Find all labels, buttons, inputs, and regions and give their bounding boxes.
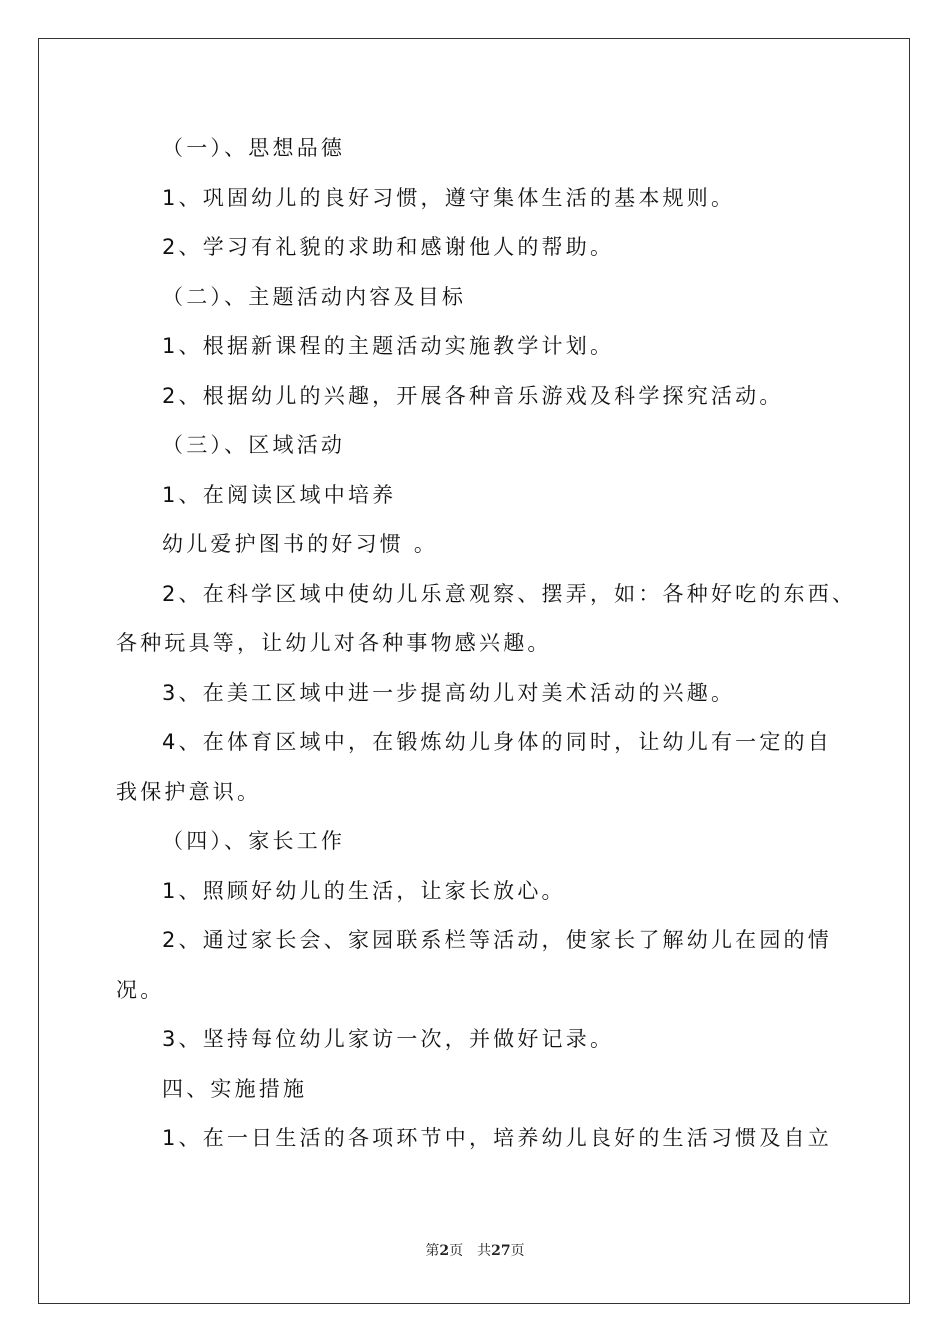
paragraph-line: 3、坚持每位幼儿家访一次，并做好记录。 <box>162 1027 615 1051</box>
paragraph-line: 1、根据新课程的主题活动实施教学计划。 <box>162 334 615 358</box>
paragraph-line: 幼儿爱护图书的好习惯 。 <box>162 532 439 556</box>
section-heading-parents: （四）、家长工作 <box>162 829 346 853</box>
paragraph-line: 况。 <box>116 977 165 1002</box>
paragraph-line: 各种玩具等，让幼儿对各种事物感兴趣。 <box>116 631 552 655</box>
paragraph-line: 1、在一日生活的各项环节中，培养幼儿良好的生活习惯及自立 <box>162 1126 832 1150</box>
footer-suffix: 页 <box>510 1243 525 1259</box>
footer-prefix: 第 <box>425 1243 440 1259</box>
footer-total-pages: 27 <box>491 1243 511 1259</box>
section-heading-theme: （二）、主题活动内容及目标 <box>162 284 467 309</box>
paragraph-line: 3、在美工区域中进一步提高幼儿对美术活动的兴趣。 <box>162 680 736 705</box>
section-heading-measures: 四、实施措施 <box>162 1076 308 1101</box>
page-footer <box>0 1240 950 1260</box>
paragraph-line: 2、根据幼儿的兴趣，开展各种音乐游戏及科学探究活动。 <box>162 383 784 408</box>
paragraph-line: 1、照顾好幼儿的生活，让家长放心。 <box>162 878 566 903</box>
paragraph-line: 2、学习有礼貌的求助和感谢他人的帮助。 <box>162 235 615 259</box>
section-heading-moral: （一）、思想品德 <box>162 136 346 160</box>
paragraph-line: 我保护意识。 <box>116 779 262 804</box>
paragraph-line: 4、在体育区域中，在锻炼幼儿身体的同时，让幼儿有一定的自 <box>162 730 832 754</box>
section-heading-area: （三）、区域活动 <box>162 433 346 457</box>
footer-mid: 页 共 <box>449 1243 492 1259</box>
paragraph-line: 2、在科学区域中使幼儿乐意观察、摆弄，如：各种好吃的东西、 <box>162 581 857 606</box>
paragraph-line: 1、在阅读区域中培养 <box>162 482 397 507</box>
paragraph-line: 2、通过家长会、家园联系栏等活动，使家长了解幼儿在园的情 <box>162 928 832 952</box>
footer-page-number: 2 <box>439 1243 450 1259</box>
document-body <box>116 124 857 1164</box>
paragraph-line: 1、巩固幼儿的良好习惯，遵守集体生活的基本规则。 <box>162 185 736 210</box>
